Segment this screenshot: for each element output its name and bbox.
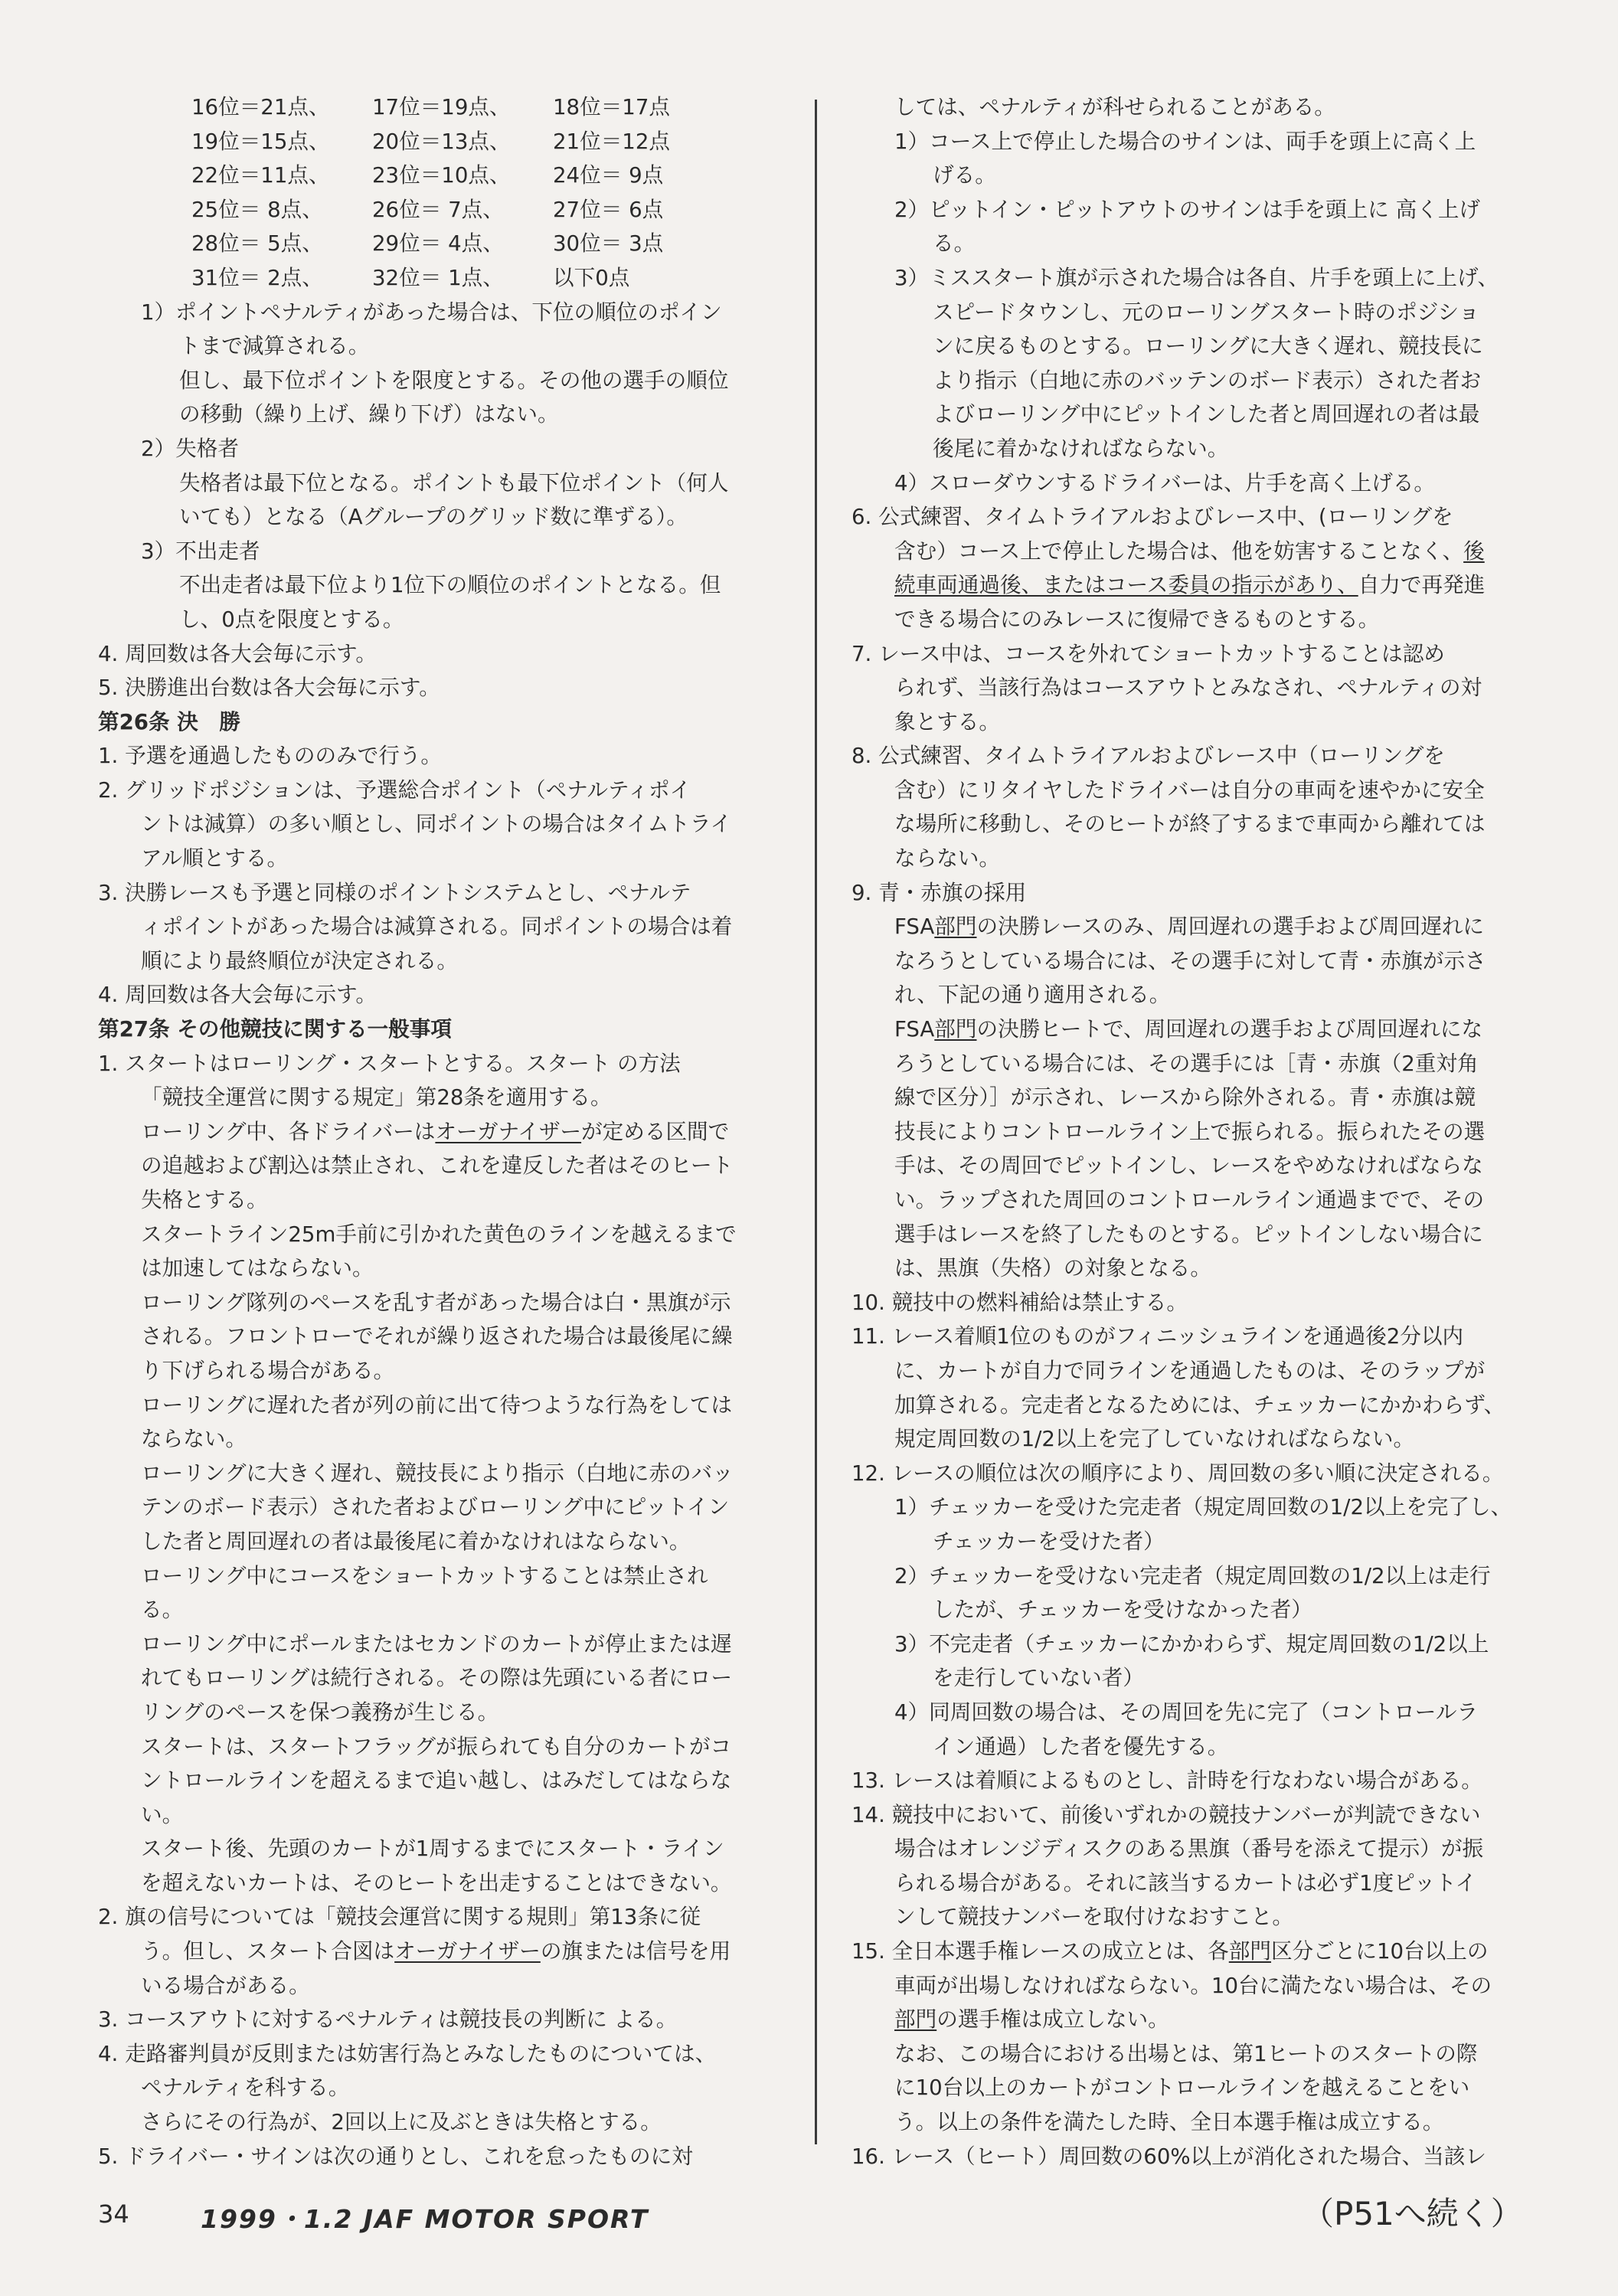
text-segment: 後 [1463, 538, 1485, 564]
text-line [98, 432, 772, 466]
text-line [98, 671, 772, 705]
text-segment: オーガナイザー [394, 1938, 541, 1964]
text-line [98, 364, 772, 398]
text-line [851, 296, 1533, 330]
points-row [98, 261, 772, 296]
text-line [851, 1900, 1533, 1935]
text-segment: ろうとしている場合には、その選手には［青・赤旗（2重対角 [894, 1050, 1479, 1076]
text-line [98, 807, 772, 842]
text-segment: 自力で再発進 [1358, 572, 1486, 598]
text-segment: スタート後、先頭のカートが1周するまでにスタート・ライン [141, 1836, 724, 1862]
text-line [851, 1081, 1533, 1115]
text-segment: は、黒旗（失格）の対象となる。 [894, 1255, 1211, 1281]
text-line [851, 705, 1533, 740]
text-segment: 11. レース着順1位のものがフィニッシュラインを通過後2分以内 [851, 1323, 1464, 1349]
text-line [98, 535, 772, 569]
text-segment: 加算される。完走者となるためには、チェッカーにかかわらず、 [894, 1392, 1505, 1418]
text-segment: の移動（繰り上げ、繰り下げ）はない。 [179, 401, 559, 427]
text-line [98, 1525, 772, 1559]
text-line [98, 1935, 772, 1969]
text-segment: 1. スタートはローリング・スタートとする。スタート の方法 [98, 1050, 681, 1076]
text-segment: より指示（白地に赤のバッテンのボード表示）された者お [933, 367, 1482, 393]
text-line [98, 2037, 772, 2072]
text-segment: スタートライン25m手前に引かれた黄色のラインを越えるまで [141, 1221, 737, 1247]
text-segment: いても）となる（Aグループのグリッド数に準ずる）。 [179, 504, 688, 530]
text-line [851, 1969, 1533, 2003]
text-line [98, 2003, 772, 2037]
points-cell: 25位＝ 8点、 [191, 196, 323, 222]
text-segment: 2. グリッドポジションは、予選総合ポイント（ペナルティポイ [98, 777, 691, 803]
text-line [851, 1935, 1533, 1969]
text-line [98, 637, 772, 672]
text-line [851, 432, 1533, 466]
text-line [851, 1490, 1533, 1525]
text-line [851, 944, 1533, 979]
text-line [98, 1422, 772, 1457]
text-segment: 部門 [934, 914, 977, 940]
text-segment: チェッカーを受けた者） [933, 1528, 1165, 1554]
text-segment: 10. 競技中の燃料補給は禁止する。 [851, 1289, 1188, 1315]
section-heading: 第26条 決 勝 [98, 708, 240, 734]
text-segment: が定める区間で [581, 1118, 730, 1144]
text-segment: 部門 [894, 2007, 937, 2033]
text-line [851, 1354, 1533, 1388]
text-line [851, 1115, 1533, 1150]
text-line [851, 1457, 1533, 1491]
points-cell: 26位＝ 7点、 [372, 196, 504, 222]
text-line [851, 2140, 1533, 2174]
text-segment: 2）失格者 [141, 435, 239, 461]
points-cell: 19位＝15点、 [191, 128, 330, 154]
text-line [851, 1661, 1533, 1696]
text-segment: 3）不完走者（チェッカーにかかわらず、規定周回数の1/2以上 [894, 1630, 1489, 1657]
text-segment: いる場合がある。 [141, 1972, 310, 1998]
text-segment: 「競技全運営に関する規定」第28条を適用する。 [141, 1084, 612, 1110]
points-cell: 32位＝ 1点、 [372, 264, 504, 290]
text-line [851, 1388, 1533, 1423]
text-line [98, 2105, 772, 2140]
text-line [98, 1627, 772, 1662]
magazine-title: 1999・1.2 JAF MOTOR SPORT [201, 2204, 649, 2234]
text-segment: なお、この場合における出場とは、第1ヒートのスタートの際 [894, 2040, 1478, 2066]
text-line [851, 535, 1533, 569]
text-line [851, 397, 1533, 432]
text-segment: 1）ポイントペナルティがあった場合は、下位の順位のポイン [141, 299, 722, 325]
text-segment: れてもローリングは続行される。その際は先頭にいる者にロー [141, 1665, 733, 1691]
text-line [98, 1798, 772, 1833]
text-line [98, 910, 772, 944]
text-line [98, 466, 772, 501]
text-line [851, 568, 1533, 603]
text-line [851, 739, 1533, 774]
text-segment: ローリング中、各ドライバーは [141, 1118, 436, 1144]
text-segment: 1）コース上で停止した場合のサインは、両手を頭上に高く上 [894, 128, 1476, 154]
text-line [851, 807, 1533, 842]
text-segment: 5. ドライバー・サインは次の通りとし、これを怠ったものに対 [98, 2143, 693, 2169]
text-segment: 9. 青・赤旗の採用 [851, 879, 1027, 905]
text-line [98, 500, 772, 535]
text-line [851, 1422, 1533, 1457]
text-line [98, 1593, 772, 1627]
text-segment: ローリング隊列のペースを乱す者があった場合は白・黒旗が示 [141, 1289, 731, 1315]
text-segment: し、0点を限度とする。 [179, 606, 404, 632]
text-line [851, 1525, 1533, 1559]
text-line [851, 2105, 1533, 2140]
text-segment: 部門 [934, 1016, 977, 1042]
text-line [851, 978, 1533, 1012]
text-line [98, 2140, 772, 2174]
text-segment: られず、当該行為はコースアウトとみなされ、ペナルティの対 [894, 675, 1482, 701]
text-segment: 含む）コース上で停止した場合は、他を妨害することなく、 [894, 538, 1464, 564]
points-cell: 21位＝12点 [553, 128, 671, 154]
text-line [98, 1115, 772, 1150]
points-cell: 20位＝13点、 [372, 128, 511, 154]
text-segment: 5. 決勝進出台数は各大会毎に示す。 [98, 675, 440, 701]
text-segment: ントは減算）の多い順とし、同ポイントの場合はタイムトライ [141, 811, 732, 837]
text-line [98, 2071, 772, 2105]
column-divider [815, 100, 817, 2144]
text-line [851, 2037, 1533, 2072]
text-segment: 3. 決勝レースも予選と同様のポイントシステムとし、ペナルテ [98, 879, 691, 905]
text-segment: り下げられる場合がある。 [141, 1357, 395, 1383]
text-line [851, 1320, 1533, 1354]
text-line [851, 159, 1533, 193]
text-segment: を超えないカートは、そのヒートを出走することはできない。 [141, 1869, 732, 1895]
text-segment: したが、チェッカーを受けなかった者） [933, 1597, 1312, 1623]
text-line [98, 1251, 772, 1286]
text-line [98, 1490, 772, 1525]
text-line [851, 1627, 1533, 1662]
text-line [851, 261, 1533, 296]
text-line [851, 2003, 1533, 2037]
section-heading: 第27条 その他競技に関する一般事項 [98, 1016, 452, 1042]
text-segment: 4）同周回数の場合は、その周回を先に完了（コントロールラ [894, 1699, 1479, 1725]
text-segment: FSA [894, 914, 935, 940]
text-line [851, 1696, 1533, 1730]
text-segment: の追越および割込は禁止され、これを違反した者はそのヒート [141, 1153, 734, 1179]
text-line [98, 1320, 772, 1354]
text-segment: の選手権は成立しない。 [936, 2007, 1169, 2033]
text-segment: ならない。 [894, 845, 1000, 872]
text-line [98, 1696, 772, 1730]
text-segment: 3）不出走者 [141, 538, 260, 564]
text-segment: 3）ミススタート旗が示された場合は各自、片手を頭上に上げ、 [894, 264, 1499, 290]
text-line [98, 1730, 772, 1765]
text-segment: 部門 [1228, 1938, 1271, 1964]
text-line [851, 125, 1533, 159]
text-line [851, 1730, 1533, 1765]
text-segment: 14. 競技中において、前後いずれかの競技ナンバーが判読できない [851, 1801, 1481, 1827]
text-line [98, 1969, 772, 2003]
text-line [851, 1559, 1533, 1594]
page-number: 34 [98, 2200, 129, 2229]
text-segment: 後尾に着かなければならない。 [933, 435, 1229, 461]
text-line [98, 1012, 772, 1047]
text-segment: 7. レース中は、コースを外れてショートカットすることは認め [851, 640, 1445, 666]
text-segment: ィポイントがあった場合は減算される。同ポイントの場合は着 [141, 914, 733, 940]
text-line [851, 1218, 1533, 1252]
text-segment: 2. 旗の信号については「競技会運営に関する規則」第13条に従 [98, 1904, 701, 1930]
text-segment: う。但し、スタート合図は [141, 1938, 395, 1964]
text-segment: ローリングに大きく遅れ、競技長により指示（白地に赤のバッ [141, 1460, 734, 1486]
text-segment: さらにその行為が、2回以上に及ぶときは失格とする。 [141, 2109, 662, 2135]
points-cell: 27位＝ 6点 [553, 196, 664, 222]
text-line [98, 397, 772, 432]
text-segment: ローリング中にコースをショートカットすることは禁止され [141, 1562, 708, 1588]
text-segment: テンのボード表示）された者およびローリング中にピットイン [141, 1494, 730, 1520]
text-segment: 規定周回数の1/2以上を完了していなければならない。 [894, 1426, 1415, 1452]
text-segment: される。フロントローでそれが繰り返された場合は最後尾に繰 [141, 1323, 733, 1349]
points-cell: 17位＝19点、 [372, 94, 511, 119]
text-segment: オーガナイザー [435, 1118, 582, 1144]
text-segment: スピードタウンし、元のローリングスタート時のポジショ [933, 299, 1480, 325]
text-segment: の決勝ヒートで、周回遅れの選手および周回遅れにな [976, 1016, 1483, 1042]
text-segment: よびローリング中にピットインした者と周回遅れの者は最 [933, 401, 1480, 427]
text-line [851, 500, 1533, 535]
text-segment: 含む）にリタイヤしたドライバーは自分の車両を速やかに安全 [894, 777, 1485, 803]
text-line [98, 1047, 772, 1081]
text-line [851, 364, 1533, 398]
text-line [851, 774, 1533, 808]
text-segment: られる場合がある。それに該当するカートは必ず1度ピットイ [894, 1869, 1477, 1895]
text-line [98, 944, 772, 979]
text-segment: い。ラップされた周回のコントロールライン通過までで、その [894, 1187, 1485, 1212]
text-line [98, 329, 772, 364]
points-cell: 28位＝ 5点、 [191, 231, 323, 257]
text-segment: 4. 周回数は各大会毎に示す。 [98, 640, 378, 666]
text-segment: 1）チェッカーを受けた完走者（規定周回数の1/2以上を完了し、 [894, 1494, 1512, 1520]
text-line [98, 603, 772, 637]
text-line [851, 671, 1533, 705]
text-line [851, 637, 1533, 672]
text-line [98, 1149, 772, 1183]
text-line [98, 705, 772, 740]
text-line [851, 2071, 1533, 2105]
text-segment: 続車両通過後、またはコース委員の指示があり、 [894, 572, 1358, 598]
text-segment: 不出走者は最下位より1位下の順位のポイントとなる。但 [179, 572, 721, 598]
text-segment: イン通過）した者を優先する。 [933, 1733, 1229, 1759]
points-row [98, 125, 772, 159]
text-segment: 但し、最下位ポイントを限度とする。その他の選手の順位 [179, 367, 729, 393]
text-segment: は加速してはならない。 [141, 1255, 374, 1281]
text-segment: した者と周回遅れの者は最後尾に着かなけれはならない。 [141, 1528, 691, 1554]
text-segment: できる場合にのみレースに復帰できるものとする。 [894, 606, 1380, 632]
text-segment: ローリング中にポールまたはセカンドのカートが停止または遅 [141, 1630, 732, 1657]
text-line [98, 1900, 772, 1935]
text-segment: 手は、その周回でピットインし、レースをやめなければならな [894, 1153, 1483, 1179]
text-segment: トまで減算される。 [179, 333, 370, 359]
text-line [98, 1457, 772, 1491]
text-line [851, 329, 1533, 364]
points-cell: 23位＝10点、 [372, 162, 511, 188]
text-line [851, 876, 1533, 911]
text-line [98, 568, 772, 603]
text-line [851, 603, 1533, 637]
text-segment: 区分ごとに10台以上の [1270, 1938, 1489, 1964]
text-line [851, 842, 1533, 876]
text-segment: る。 [141, 1597, 184, 1623]
points-row [98, 193, 772, 227]
text-segment: ントロールラインを超えるまで追い越し、はみだしてはならな [141, 1768, 732, 1794]
text-segment: 12. レースの順位は次の順序により、周回数の多い順に決定される。 [851, 1460, 1504, 1486]
text-line [98, 1764, 772, 1798]
text-segment: 4. 走路審判員が反則または妨害行為とみなしたものについては、 [98, 2040, 717, 2066]
text-segment: 4. 周回数は各大会毎に示す。 [98, 982, 378, 1008]
text-line [98, 1218, 772, 1252]
text-line [851, 1832, 1533, 1866]
text-line [98, 1832, 772, 1866]
continued-note: （P51へ続く） [1302, 2195, 1523, 2232]
text-line [851, 1183, 1533, 1218]
text-segment: スタートは、スタートフラッグが振られても自分のカートがコ [141, 1733, 732, 1759]
text-segment: 3. コースアウトに対するペナルティは競技長の判断に よる。 [98, 2007, 678, 2033]
text-segment: 13. レースは着順によるものとし、計時を行なわない場合がある。 [851, 1768, 1482, 1794]
text-segment: 順により最終順位が決定される。 [141, 947, 458, 973]
points-cell: 30位＝ 3点 [553, 231, 664, 257]
text-segment: ンに戻るものとする。ローリングに大きく遅れ、競技長に [933, 333, 1483, 359]
text-line [98, 774, 772, 808]
text-line [98, 1388, 772, 1423]
text-segment: の旗または信号を用 [540, 1938, 731, 1964]
text-line [851, 1251, 1533, 1286]
text-segment: ンして競技ナンバーを取付けなおすこと。 [894, 1904, 1293, 1930]
text-segment: 車両が出場しなければならない。10台に満たない場合は、その [894, 1972, 1492, 1998]
points-cell: 29位＝ 4点、 [372, 231, 504, 257]
text-line [851, 1012, 1533, 1047]
text-segment: の決勝レースのみ、周回遅れの選手および周回遅れに [976, 914, 1485, 940]
text-line [851, 90, 1533, 125]
text-line [98, 978, 772, 1012]
points-cell: 以下0点 [553, 264, 630, 290]
text-segment: 2）チェッカーを受けない完走者（規定周回数の1/2以上は走行 [894, 1562, 1491, 1588]
text-segment: なろうとしている場合には、その選手に対して青・赤旗が示さ [894, 947, 1486, 973]
text-line [851, 1798, 1533, 1833]
text-line [98, 296, 772, 330]
text-segment: ペナルティを科する。 [141, 2075, 350, 2101]
text-segment: リングのペースを保つ義務が生じる。 [141, 1699, 499, 1725]
text-segment: ならない。 [141, 1426, 247, 1452]
text-line [98, 842, 772, 876]
text-line [851, 227, 1533, 261]
text-line [98, 1286, 772, 1320]
text-line [98, 1866, 772, 1901]
points-row [98, 159, 772, 193]
text-line [851, 1764, 1533, 1798]
text-line [851, 1047, 1533, 1081]
points-cell: 31位＝ 2点、 [191, 264, 323, 290]
text-line [98, 1661, 772, 1696]
text-line [851, 910, 1533, 944]
points-cell: 18位＝17点 [553, 94, 671, 119]
text-segment: 選手はレースを終了したものとする。ピットインしない場合に [894, 1221, 1483, 1247]
text-segment: FSA [894, 1016, 935, 1042]
text-segment: 15. 全日本選手権レースの成立とは、各 [851, 1938, 1229, 1964]
text-segment: 技長によりコントロールライン上で振られる。振られたその選 [894, 1118, 1486, 1144]
text-line [98, 1081, 772, 1115]
text-segment: 線で区分）］が示され、レースから除外される。青・赤旗は競 [894, 1084, 1476, 1110]
text-line [98, 876, 772, 911]
text-line [851, 1286, 1533, 1320]
text-line [98, 1183, 772, 1218]
text-segment: い。 [141, 1801, 184, 1827]
text-segment: 場合はオレンジディスクのある黒旗（番号を添えて提示）が振 [894, 1836, 1484, 1862]
text-segment: ローリングに遅れた者が列の前に出て待つような行為をしては [141, 1392, 733, 1418]
text-segment: 象とする。 [894, 708, 1000, 734]
points-row [98, 90, 772, 125]
left-column [98, 90, 772, 2173]
text-line [851, 193, 1533, 227]
text-line [851, 1866, 1533, 1901]
text-segment: 1. 予選を通過したもののみで行う。 [98, 743, 443, 769]
text-segment: を走行していない者） [933, 1665, 1144, 1691]
text-segment: れ、下記の通り適用される。 [894, 982, 1171, 1008]
text-segment: 失格者は最下位となる。ポイントも最下位ポイント（何人 [179, 469, 729, 496]
text-line [851, 1149, 1533, 1183]
points-row [98, 227, 772, 261]
text-segment: る。 [933, 231, 976, 257]
text-segment: しては、ペナルティが科せられることがある。 [894, 94, 1335, 119]
text-line [851, 466, 1533, 501]
text-segment: に10台以上のカートがコントロールラインを越えることをい [894, 2075, 1470, 2101]
right-column [851, 90, 1533, 2173]
text-line [98, 1559, 772, 1594]
points-cell: 24位＝ 9点 [553, 162, 664, 188]
text-line [98, 739, 772, 774]
text-segment: 2）ピットイン・ピットアウトのサインは手を頭上に 高く上げ [894, 196, 1481, 222]
text-segment: アル順とする。 [141, 845, 289, 872]
text-line [851, 1593, 1533, 1627]
text-segment: 4）スローダウンするドライバーは、片手を高く上げる。 [894, 469, 1436, 496]
text-line [98, 1354, 772, 1388]
text-segment: 16. レース（ヒート）周回数の60%以上が消化された場合、当該レ [851, 2143, 1486, 2169]
text-segment: 失格とする。 [141, 1187, 268, 1212]
text-segment: な場所に移動し、そのヒートが終了するまで車両から離れては [894, 811, 1486, 837]
text-segment: 6. 公式練習、タイムトライアルおよびレース中、(ローリングを [851, 504, 1453, 530]
points-cell: 16位＝21点、 [191, 94, 330, 119]
text-segment: げる。 [933, 162, 996, 188]
text-segment: 8. 公式練習、タイムトライアルおよびレース中（ローリングを [851, 743, 1445, 769]
points-cell: 22位＝11点、 [191, 162, 330, 188]
text-segment: う。以上の条件を満たした時、全日本選手権は成立する。 [894, 2109, 1444, 2135]
text-segment: に、カートが自力で同ラインを通過したものは、そのラップが [894, 1357, 1486, 1383]
